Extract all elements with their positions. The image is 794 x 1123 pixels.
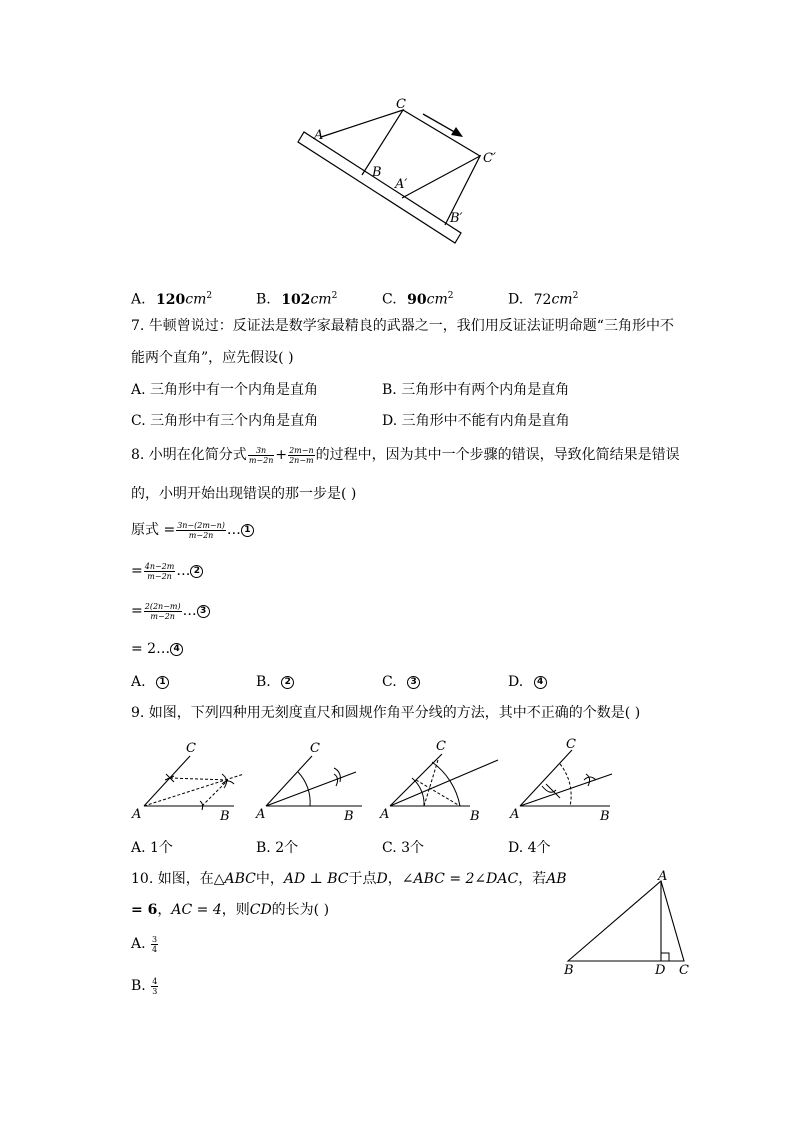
q9-figure-4 xyxy=(506,734,618,824)
q9-figure-3 xyxy=(376,738,504,824)
option-value: 72 xyxy=(533,291,552,308)
rectangle-moved xyxy=(402,156,480,225)
q10-cd: CD xyxy=(249,902,272,918)
frac-num: 2(2n−m) xyxy=(144,601,181,611)
q9-option-c[interactable] xyxy=(382,838,424,858)
frac-num: 3n xyxy=(248,446,275,456)
q6-option-d[interactable] xyxy=(508,286,578,310)
q7-stem-line2: 能两个直角”，应先假设( ) xyxy=(131,350,294,366)
label-C: C xyxy=(566,737,576,752)
label-D: D xyxy=(655,963,666,978)
q10-mid3: ，若 xyxy=(518,871,547,887)
option-letter: A. xyxy=(131,936,146,952)
q8-step-1 xyxy=(131,520,254,540)
option-letter: B. xyxy=(131,978,146,994)
option-text: 3个 xyxy=(401,840,425,856)
option-mark-circle: 4 xyxy=(534,676,547,689)
option-letter: C. xyxy=(382,840,397,856)
option-letter: A. xyxy=(131,840,146,856)
q8-fraction-1 xyxy=(248,446,275,465)
label-A: A xyxy=(314,128,324,143)
label-A: A xyxy=(380,807,390,822)
label-C: C xyxy=(310,741,320,756)
step-dots: … xyxy=(182,603,197,619)
q10-eq: = 6 xyxy=(131,902,158,918)
q8-stem-line2: 的，小明开始出现错误的那一步是( ) xyxy=(131,486,357,502)
step-mark-circle: 2 xyxy=(190,565,203,578)
step-prefix: 原式 = xyxy=(131,522,176,538)
option-unit: cm xyxy=(185,291,207,308)
option-letter: D. xyxy=(382,413,398,429)
q8-step-4 xyxy=(131,639,183,659)
q10-option-b[interactable] xyxy=(131,976,159,996)
frac-den: 4 xyxy=(152,944,158,954)
option-letter: D. xyxy=(508,291,524,308)
option-letter: A. xyxy=(131,382,146,398)
q8-stem-line1 xyxy=(131,445,680,465)
q8-option-a[interactable] xyxy=(131,672,169,692)
ruler xyxy=(298,132,461,243)
step-mark-circle: 3 xyxy=(197,605,210,618)
frac-num: 3 xyxy=(152,934,158,944)
label-B: B xyxy=(564,963,574,978)
frac-num: 4 xyxy=(152,976,158,986)
q7-option-d[interactable] xyxy=(382,411,570,431)
option-mark-circle: 2 xyxy=(281,676,294,689)
step-fraction xyxy=(144,562,176,581)
step-mark-circle: 1 xyxy=(241,524,254,537)
q10-ac: AC = 4 xyxy=(171,902,222,918)
option-letter: B. xyxy=(256,291,271,308)
option-unit: cm xyxy=(426,291,448,308)
segment-cc-prime xyxy=(403,110,480,156)
q9-figure-1 xyxy=(128,738,252,824)
option-text: 2个 xyxy=(275,840,299,856)
option-letter: A. xyxy=(131,291,146,308)
q7-option-b[interactable] xyxy=(382,380,569,400)
q9-figure-2 xyxy=(252,738,376,824)
q8-step-3 xyxy=(131,601,210,621)
step-dots: … xyxy=(176,563,191,579)
option-text: 三角形中有三个内角是直角 xyxy=(150,413,319,429)
plus-sign: + xyxy=(275,447,288,463)
option-text: 三角形中有两个内角是直角 xyxy=(401,382,570,398)
q8-option-d[interactable] xyxy=(508,672,547,692)
q8-option-b[interactable] xyxy=(256,672,294,692)
label-A: A xyxy=(256,807,266,822)
option-value: 102 xyxy=(281,291,311,308)
q8-fraction-2 xyxy=(288,446,315,465)
option-letter: B. xyxy=(256,840,271,856)
q6-option-b[interactable] xyxy=(256,286,337,310)
option-unit: cm xyxy=(310,291,332,308)
option-mark-circle: 3 xyxy=(407,676,420,689)
option-letter: D. xyxy=(508,840,524,856)
option-unit: cm xyxy=(551,291,573,308)
q9-stem: 9. 如图，下列四种用无刻度直尺和圆规作角平分线的方法，其中不正确的个数是( ) xyxy=(131,705,641,721)
q10-cond2: ∠ABC = 2∠DAC xyxy=(401,871,519,887)
option-exp: 2 xyxy=(572,291,579,301)
q10-post: 的长为( ) xyxy=(271,902,330,918)
q8-step-2 xyxy=(131,561,203,581)
option-letter: C. xyxy=(131,413,146,429)
q7-option-a[interactable] xyxy=(131,380,318,400)
q10-ab: AB xyxy=(546,871,567,887)
label-A: A xyxy=(132,807,142,822)
option-fraction xyxy=(151,935,158,954)
q8-option-c[interactable] xyxy=(382,672,420,692)
q9-option-d[interactable] xyxy=(508,838,551,858)
q7-option-c[interactable] xyxy=(131,411,318,431)
label-C: C xyxy=(436,739,446,754)
q6-option-c[interactable] xyxy=(382,286,453,310)
frac-den: 3 xyxy=(152,986,158,996)
frac-den: m−2n xyxy=(147,571,172,581)
q10-mid: ，则 xyxy=(221,902,250,918)
q10-cond1: AD ⊥ BC xyxy=(283,871,349,887)
q10-stem-line2 xyxy=(131,900,329,920)
option-text: 1个 xyxy=(150,840,173,856)
frac-den: 2n−m xyxy=(289,455,314,465)
label-B: B xyxy=(344,809,354,824)
label-A-prime: A′ xyxy=(395,177,408,192)
label-A: A xyxy=(658,869,668,884)
frac-den: m−2n xyxy=(248,455,274,465)
q10-triangle-figure xyxy=(558,868,698,980)
option-fraction xyxy=(151,977,158,996)
q9-option-b[interactable] xyxy=(256,838,298,858)
label-C: C xyxy=(186,741,196,756)
step-text: = 2 xyxy=(131,641,157,657)
q10-sep: ， xyxy=(387,871,402,887)
option-letter: C. xyxy=(382,674,397,690)
q10-triangle: △ABC xyxy=(213,871,256,887)
step-eq: = xyxy=(131,603,143,619)
label-B-prime: B′ xyxy=(450,211,463,226)
q8-pre: 8. 小明在化简分式 xyxy=(131,447,247,463)
frac-num: 4n−2m xyxy=(144,561,175,571)
option-letter: A. xyxy=(131,674,146,690)
frac-num: 3n−(2m−n) xyxy=(177,520,225,530)
option-text: 4个 xyxy=(527,840,551,856)
q6-option-a[interactable] xyxy=(131,286,212,310)
option-value: 90 xyxy=(407,291,427,308)
q10-sep: ， xyxy=(157,902,172,918)
q10-pre: 10. 如图，在 xyxy=(131,871,214,887)
label-B: B xyxy=(372,165,382,180)
option-text: 三角形中有一个内角是直角 xyxy=(150,382,319,398)
step-dots: … xyxy=(226,522,241,538)
move-arrow xyxy=(423,114,458,134)
option-value: 120 xyxy=(156,291,186,308)
step-eq: = xyxy=(131,563,143,579)
option-text: 三角形中不能有内角是直角 xyxy=(401,413,570,429)
step-dots: … xyxy=(156,641,171,657)
frac-num: 2m−n xyxy=(289,445,314,455)
step-fraction xyxy=(144,602,182,621)
arrow-head xyxy=(451,127,463,137)
frac-den: m−2n xyxy=(150,611,175,621)
q10-mid1: 中， xyxy=(255,871,284,887)
option-exp: 2 xyxy=(331,291,338,301)
q7-stem-line1: 7. 牛顿曾说过：反证法是数学家最精良的武器之一，我们用反证法证明命题“三角形中不 xyxy=(131,318,674,334)
option-letter: B. xyxy=(382,382,397,398)
label-B: B xyxy=(470,809,480,824)
q9-option-a[interactable] xyxy=(131,838,173,858)
label-A: A xyxy=(510,807,520,822)
q10-stem-line1 xyxy=(131,869,567,889)
q8-post: 的过程中，因为其中一个步骤的错误，导致化简结果是错误 xyxy=(315,447,680,463)
option-letter: C. xyxy=(382,291,397,308)
option-exp: 2 xyxy=(206,291,213,301)
q10-point: D xyxy=(376,871,388,887)
label-C: C xyxy=(396,97,406,112)
ruler-translation-figure xyxy=(290,90,496,255)
option-mark-circle: 1 xyxy=(156,676,169,689)
option-letter: D. xyxy=(508,674,524,690)
option-letter: B. xyxy=(256,674,271,690)
label-C-prime: C′ xyxy=(483,151,496,166)
step-mark-circle: 4 xyxy=(170,643,183,656)
label-B: B xyxy=(600,809,610,824)
label-B: B xyxy=(220,809,230,824)
label-C: C xyxy=(679,963,689,978)
q10-mid2: 于点 xyxy=(348,871,377,887)
step-fraction xyxy=(176,521,226,540)
q10-option-a[interactable] xyxy=(131,934,159,954)
option-exp: 2 xyxy=(447,291,454,301)
frac-den: m−2n xyxy=(188,530,214,540)
